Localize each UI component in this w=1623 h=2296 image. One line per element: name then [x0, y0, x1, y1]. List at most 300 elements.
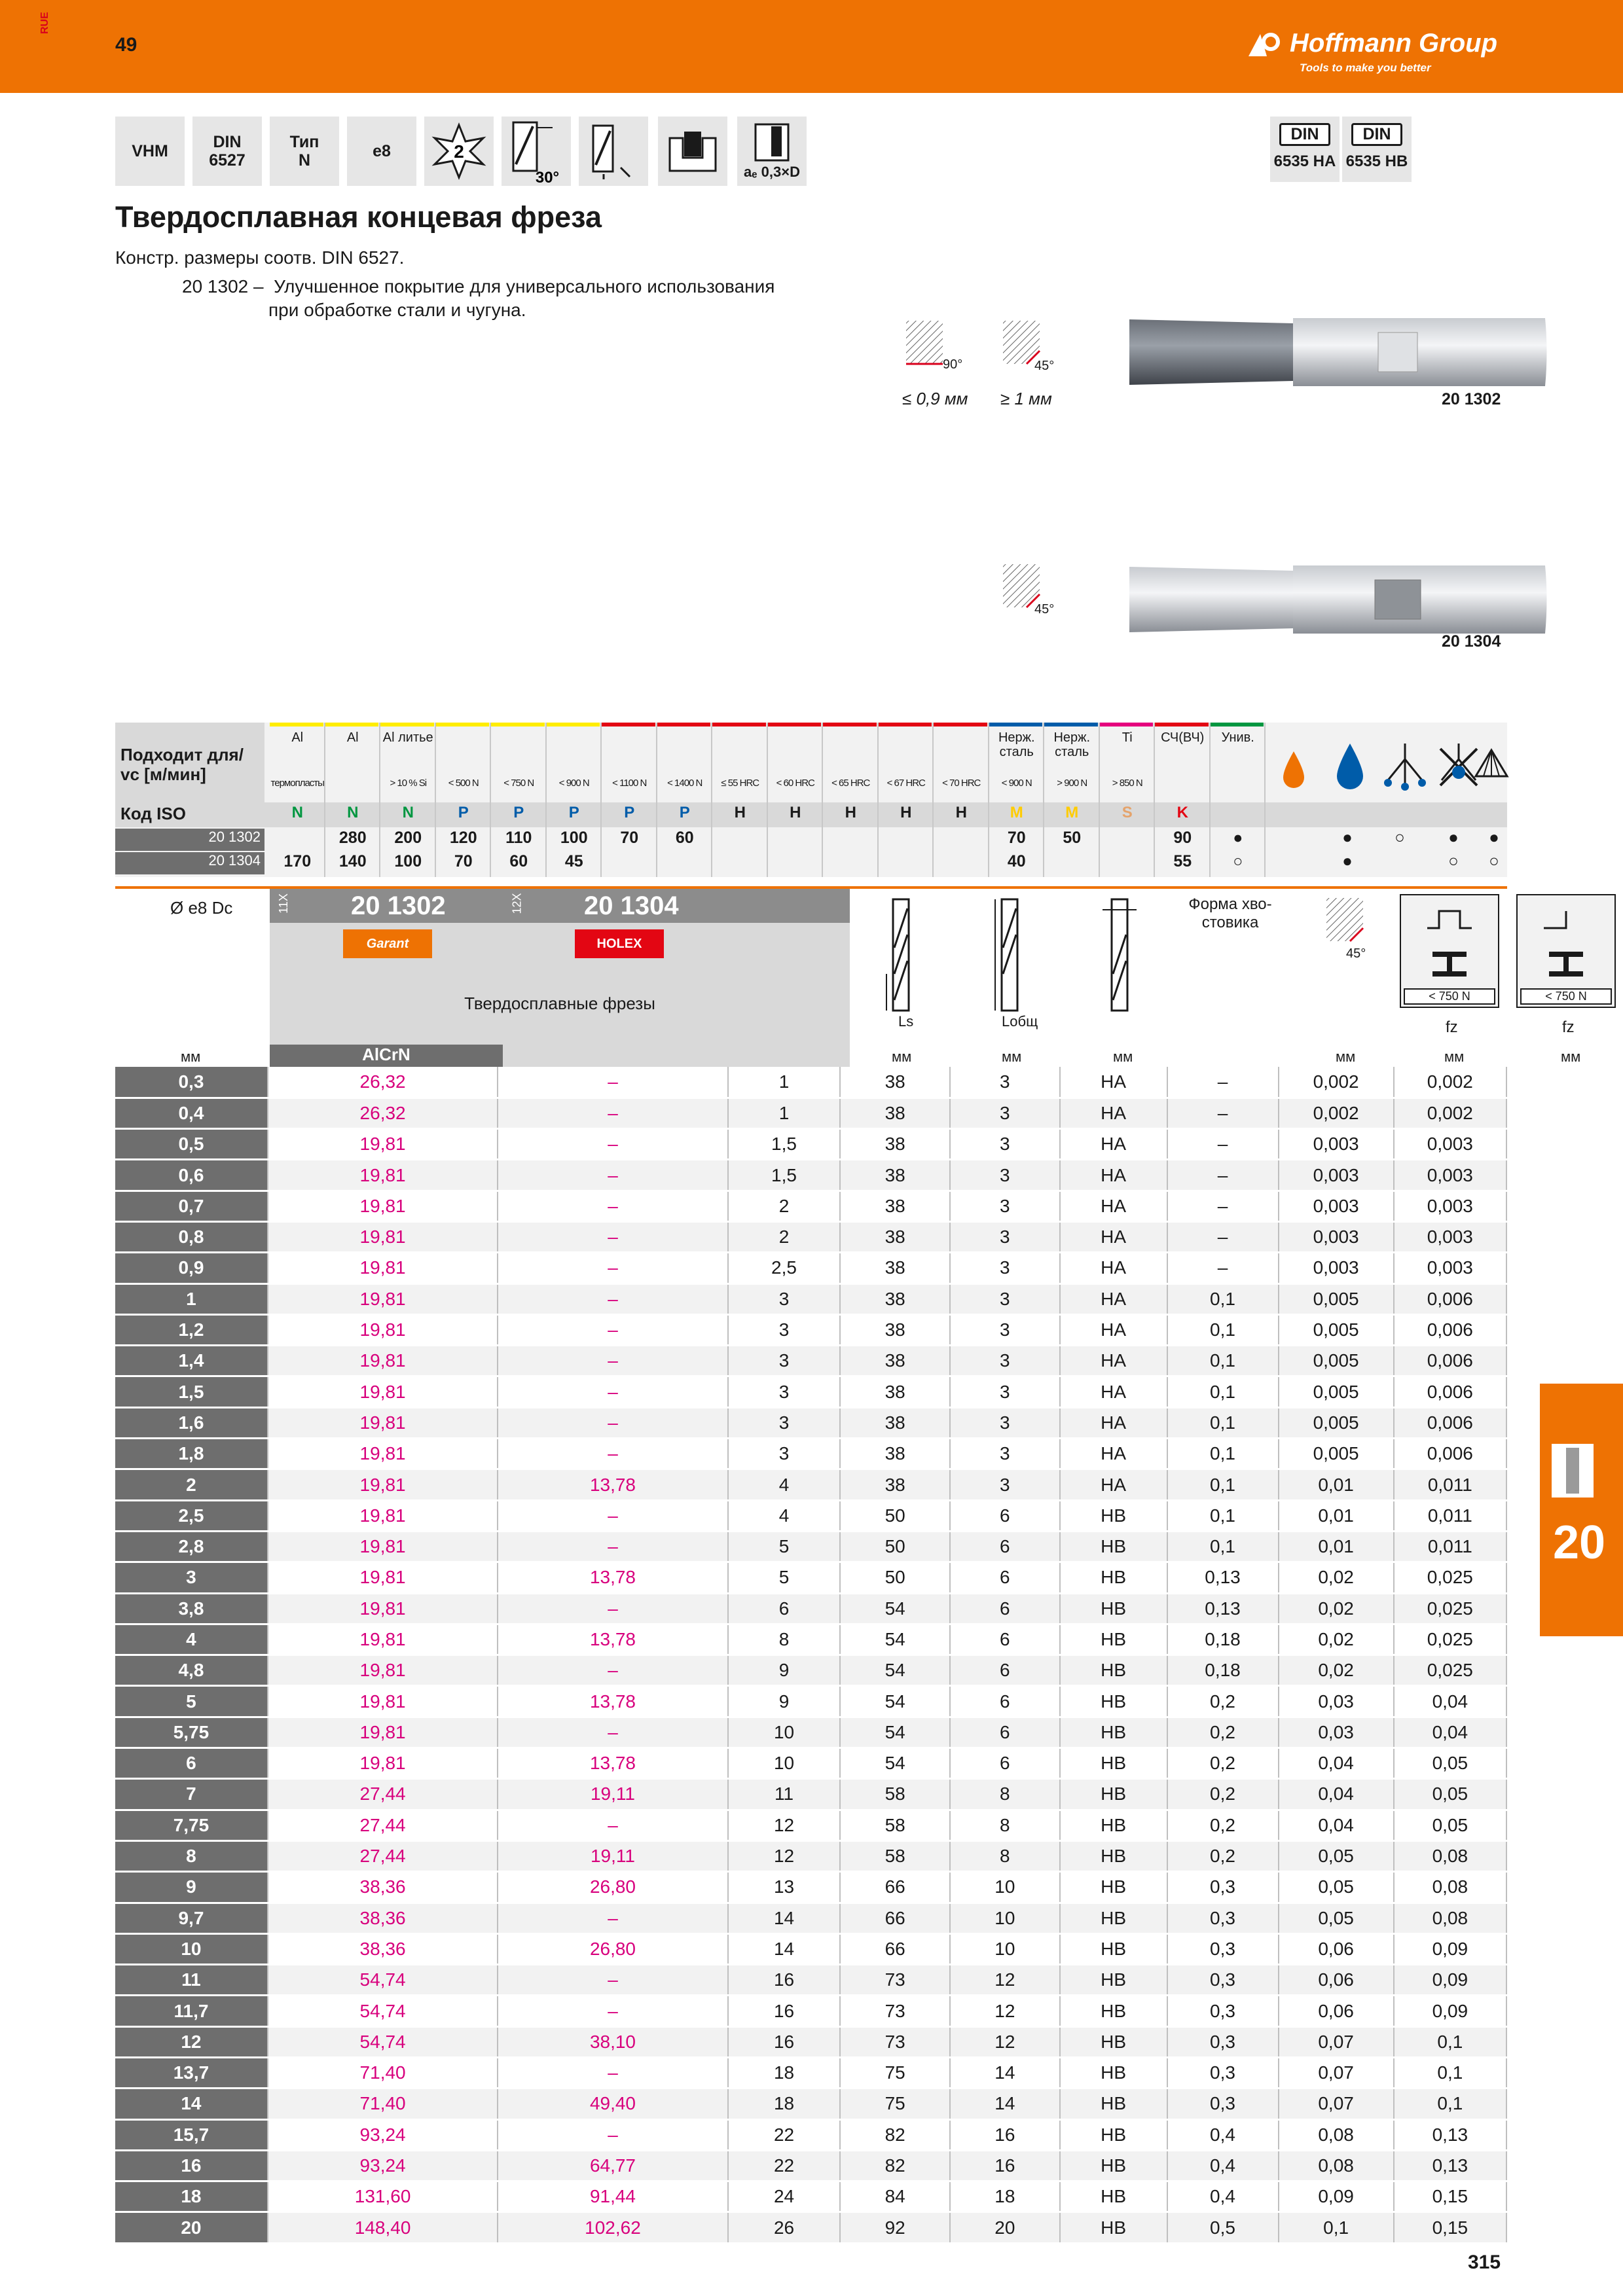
price-holex-cell[interactable]: 64,77: [498, 2150, 727, 2181]
diameter-cell: 18: [115, 2181, 268, 2212]
fz-slot-cell: 0,02: [1279, 1562, 1394, 1593]
diameter-cell: 16: [115, 2150, 268, 2181]
shank-form-cell: HA: [1060, 1469, 1167, 1500]
price-garant-cell[interactable]: 27,44: [268, 1779, 498, 1810]
price-holex-cell[interactable]: –: [498, 1191, 727, 1221]
total-length-cell: 50: [840, 1500, 950, 1531]
table-row: [115, 1562, 1506, 1593]
price-holex-cell[interactable]: –: [498, 1067, 727, 1098]
fz-side-cell: 0,003: [1394, 1129, 1506, 1160]
fz-slot-cell: 0,02: [1279, 1655, 1394, 1686]
price-garant-cell[interactable]: 54,74: [268, 2026, 498, 2057]
diameter-cell: 15,7: [115, 2119, 268, 2150]
price-holex-cell[interactable]: 91,44: [498, 2181, 727, 2212]
chamfer-cell: 0,3: [1167, 1996, 1279, 2026]
price-holex-cell[interactable]: 13,78: [498, 1686, 727, 1717]
shank-form-cell: HB: [1060, 1965, 1167, 1996]
price-garant-cell[interactable]: 54,74: [268, 1996, 498, 2026]
price-holex-cell[interactable]: –: [498, 1376, 727, 1407]
total-length-cell: 38: [840, 1407, 950, 1438]
table-row: [115, 1067, 1506, 1098]
diameter-cell: 1: [115, 1283, 268, 1314]
fz-side-cell: 0,15: [1394, 2212, 1506, 2243]
material-color-bar: [1211, 723, 1264, 726]
fz-slot-cell: 0,002: [1279, 1067, 1394, 1098]
price-holex-cell[interactable]: –: [498, 1283, 727, 1314]
fz-slot-cell: 0,003: [1279, 1160, 1394, 1191]
material-color-bar: [823, 723, 877, 726]
price-holex-cell[interactable]: –: [498, 1160, 727, 1191]
fz-slot-cell: 0,03: [1279, 1717, 1394, 1748]
cutting-speed-cell: 100: [560, 829, 588, 847]
shank-form-cell: HA: [1060, 1191, 1167, 1221]
price-holex-cell[interactable]: –: [498, 1810, 727, 1840]
total-length-cell: 38: [840, 1191, 950, 1221]
cutting-speed-cell: 120: [449, 829, 477, 847]
plunge-icon: [579, 117, 648, 186]
fz-slot-cell: 0,04: [1279, 1779, 1394, 1810]
ls-cell: 2: [728, 1191, 841, 1221]
ls-cell: 9: [728, 1655, 841, 1686]
price-garant-cell[interactable]: 19,81: [268, 1624, 498, 1655]
material-icon: VHM: [115, 117, 185, 186]
shank-form-cell: HB: [1060, 2026, 1167, 2057]
brand-name: Hoffmann Group: [1290, 29, 1498, 58]
ls-cell: 14: [728, 1903, 841, 1933]
price-holex-cell[interactable]: –: [498, 1903, 727, 1933]
helix-angle-icon: [501, 117, 571, 186]
ls-cell: 4: [728, 1469, 841, 1500]
iso-code-cell: P: [568, 804, 579, 821]
fz-slot-cell: 0,003: [1279, 1191, 1394, 1221]
ls-cell: 10: [728, 1748, 841, 1779]
ls-cell: 3: [728, 1407, 841, 1438]
price-garant-cell[interactable]: 71,40: [268, 2089, 498, 2119]
p2-code-header: 20 1304: [584, 891, 679, 920]
fz-side-cell: 0,08: [1394, 1840, 1506, 1871]
table-row: [115, 1439, 1506, 1469]
fz-side-cell: 0,025: [1394, 1655, 1506, 1686]
price-garant-cell[interactable]: 19,81: [268, 1129, 498, 1160]
total-length-icon: [990, 895, 1029, 1013]
shank-diameter-cell: 6: [950, 1593, 1060, 1624]
chamfer-cell: 0,3: [1167, 2058, 1279, 2089]
fz-slot-cell: 0,002: [1279, 1098, 1394, 1128]
cutting-speed-cell: 60: [509, 852, 528, 870]
shank-form-cell: HB: [1060, 1748, 1167, 1779]
price-holex-cell[interactable]: –: [498, 1346, 727, 1376]
price-holex-cell[interactable]: –: [498, 1098, 727, 1128]
iso-code-cell: H: [845, 804, 856, 821]
price-garant-cell[interactable]: 93,24: [268, 2150, 498, 2181]
fz-side-cell: 0,011: [1394, 1500, 1506, 1531]
chamfer-cell: 0,2: [1167, 1748, 1279, 1779]
material-color-bar: [325, 723, 379, 726]
diameter-cell: 2,8: [115, 1531, 268, 1562]
app-row-code-1: 20 1302: [115, 829, 264, 851]
fz-side-cell: 0,05: [1394, 1748, 1506, 1779]
shank-form-cell: HB: [1060, 1872, 1167, 1903]
diameter-cell: 4,8: [115, 1655, 268, 1686]
shank-diameter-cell: 6: [950, 1562, 1060, 1593]
type-icon: Тип N: [270, 117, 339, 186]
shank-diameter-cell: 18: [950, 2181, 1060, 2212]
price-garant-cell[interactable]: 19,81: [268, 1376, 498, 1407]
price-garant-cell[interactable]: 26,32: [268, 1067, 498, 1098]
price-holex-cell[interactable]: –: [498, 1221, 727, 1252]
ls-cell: 3: [728, 1439, 841, 1469]
fz-side-cell: 0,025: [1394, 1562, 1506, 1593]
shank-diameter-cell: 3: [950, 1098, 1060, 1128]
diameter-cell: 5,75: [115, 1717, 268, 1748]
shank-form-cell: HB: [1060, 1903, 1167, 1933]
ls-cell: 4: [728, 1500, 841, 1531]
price-garant-cell[interactable]: 19,81: [268, 1439, 498, 1469]
chamfer-cell: 0,3: [1167, 1965, 1279, 1996]
fz-slot-cell: 0,08: [1279, 2119, 1394, 2150]
end-mill-uncoated-image: [1116, 560, 1548, 639]
chamfer-cell: 0,3: [1167, 1903, 1279, 1933]
fz-slot-cell: 0,1: [1279, 2212, 1394, 2243]
price-garant-cell[interactable]: 19,81: [268, 1346, 498, 1376]
fz-slot-cell: 0,005: [1279, 1407, 1394, 1438]
shank-form-cell: HB: [1060, 1531, 1167, 1562]
price-garant-cell[interactable]: 19,81: [268, 1253, 498, 1283]
diameter-cell: 11: [115, 1965, 268, 1996]
price-holex-cell[interactable]: –: [498, 2058, 727, 2089]
chamfer-b-label: ≥ 1 мм: [1000, 389, 1052, 408]
diameter-cell: 0,7: [115, 1191, 268, 1221]
price-holex-cell[interactable]: –: [498, 1407, 727, 1438]
oil-mist-icon: [1274, 746, 1313, 792]
shank-form-cell: HB: [1060, 2181, 1167, 2212]
tool-code-1: 20 1302: [1442, 390, 1501, 408]
fz-side-cell: 0,002: [1394, 1098, 1506, 1128]
ls-length-icon: [881, 895, 921, 1013]
chamfer-cell: 0,18: [1167, 1624, 1279, 1655]
diameter-cell: 1,5: [115, 1376, 268, 1407]
material-column-subheader: < 750 N: [503, 778, 534, 789]
price-holex-cell[interactable]: –: [498, 1655, 727, 1686]
ls-cell: 22: [728, 2119, 841, 2150]
material-column-header: Нерж. сталь: [998, 730, 1035, 759]
fz-slot-cell: 0,06: [1279, 1996, 1394, 2026]
table-row: [115, 1129, 1506, 1160]
coolant-cell: ○: [1395, 827, 1405, 847]
price-garant-cell[interactable]: 19,81: [268, 1314, 498, 1345]
diameter-cell: 4: [115, 1624, 268, 1655]
price-garant-cell[interactable]: 19,81: [268, 1531, 498, 1562]
total-length-cell: 38: [840, 1129, 950, 1160]
ls-cell: 18: [728, 2089, 841, 2119]
price-garant-cell[interactable]: 19,81: [268, 1655, 498, 1686]
fz-label-1: fz: [1446, 1018, 1458, 1036]
chamfer-cell: 0,1: [1167, 1500, 1279, 1531]
fz-side-cell: 0,15: [1394, 2181, 1506, 2212]
price-holex-cell[interactable]: –: [498, 1996, 727, 2026]
shank-form-cell: HB: [1060, 2119, 1167, 2150]
diameter-cell: 0,5: [115, 1129, 268, 1160]
price-holex-cell[interactable]: –: [498, 1717, 727, 1748]
cutting-speed-cell: 280: [338, 829, 367, 847]
material-column-header: Нерж. сталь: [1053, 730, 1091, 759]
price-garant-cell[interactable]: 27,44: [268, 1840, 498, 1871]
price-garant-cell[interactable]: 19,81: [268, 1686, 498, 1717]
ls-cell: 6: [728, 1593, 841, 1624]
material-color-bar: [270, 723, 323, 726]
price-holex-cell[interactable]: –: [498, 1593, 727, 1624]
shank-form-cell: HA: [1060, 1346, 1167, 1376]
price-holex-cell[interactable]: 49,40: [498, 2089, 727, 2119]
iso-code-cell: H: [790, 804, 801, 821]
material-color-bar: [547, 723, 600, 726]
iso-code-cell: H: [734, 804, 746, 821]
fz-slot-cell: 0,003: [1279, 1129, 1394, 1160]
fz-side-label: < 750 N: [1520, 988, 1612, 1005]
material-color-bar: [602, 723, 655, 726]
shank-form-cell: HA: [1060, 1221, 1167, 1252]
price-holex-cell[interactable]: –: [498, 1531, 727, 1562]
fz-slot-cell: 0,04: [1279, 1810, 1394, 1840]
table-row: [115, 1500, 1506, 1531]
cutting-speed-cell: 40: [1007, 852, 1026, 870]
cutting-speed-cell: 100: [394, 852, 422, 870]
table-row: [115, 1686, 1506, 1717]
shank-form-cell: HB: [1060, 1933, 1167, 1964]
price-garant-cell[interactable]: 19,81: [268, 1748, 498, 1779]
shank-form-cell: HA: [1060, 1283, 1167, 1314]
table-row: [115, 1253, 1506, 1283]
fz-slot-cell: 0,003: [1279, 1253, 1394, 1283]
total-length-cell: 38: [840, 1439, 950, 1469]
chamfer-cell: 0,3: [1167, 2026, 1279, 2057]
price-garant-cell[interactable]: 38,36: [268, 1933, 498, 1964]
chamfer-cell: 0,13: [1167, 1593, 1279, 1624]
price-garant-cell[interactable]: 38,36: [268, 1903, 498, 1933]
shank-form-cell: HB: [1060, 1686, 1167, 1717]
fz-side-cell: 0,006: [1394, 1407, 1506, 1438]
iso-code-cell: P: [513, 804, 524, 821]
ls-cell: 3: [728, 1314, 841, 1345]
fz-side-cell: 0,025: [1394, 1624, 1506, 1655]
table-row: [115, 1872, 1506, 1903]
price-garant-cell[interactable]: 19,81: [268, 1407, 498, 1438]
total-length-cell: 54: [840, 1686, 950, 1717]
shank-diameter-cell: 3: [950, 1067, 1060, 1098]
price-holex-cell[interactable]: 13,78: [498, 1562, 727, 1593]
diameter-cell: 9: [115, 1872, 268, 1903]
total-length-cell: 38: [840, 1160, 950, 1191]
fz-slot-cell: 0,07: [1279, 2026, 1394, 2057]
price-holex-cell[interactable]: –: [498, 1965, 727, 1996]
material-color-bar: [712, 723, 766, 726]
shank-diameter-cell: 12: [950, 1965, 1060, 1996]
fz-slot-cell: 0,05: [1279, 1840, 1394, 1871]
garant-logo: Garant: [343, 929, 432, 958]
diameter-cell: 1,2: [115, 1314, 268, 1345]
price-garant-cell[interactable]: 19,81: [268, 1191, 498, 1221]
diameter-cell: 2,5: [115, 1500, 268, 1531]
material-column-header: СЧ(ВЧ): [1161, 730, 1205, 745]
price-garant-cell[interactable]: 19,81: [268, 1469, 498, 1500]
price-holex-cell[interactable]: 19,11: [498, 1840, 727, 1871]
diameter-cell: 14: [115, 2089, 268, 2119]
chamfer-cell: 0,2: [1167, 1810, 1279, 1840]
material-column-subheader: < 500 N: [448, 778, 479, 789]
cutting-speed-cell: ●: [1233, 829, 1243, 847]
ls-cell: 16: [728, 2026, 841, 2057]
price-holex-cell[interactable]: 13,78: [498, 1624, 727, 1655]
chapter-number: 20: [1553, 1516, 1606, 1569]
chamfer-cell: 0,4: [1167, 2119, 1279, 2150]
fz-slot-cell: 0,02: [1279, 1593, 1394, 1624]
end-mill-coated-image: [1116, 313, 1548, 391]
price-garant-cell[interactable]: 19,81: [268, 1500, 498, 1531]
iso-code-cell: S: [1122, 804, 1133, 821]
iso-code-cell: M: [1010, 804, 1023, 821]
shank-form-cell: HA: [1060, 1407, 1167, 1438]
chamfer-cell: 0,2: [1167, 1717, 1279, 1748]
price-holex-cell[interactable]: 102,62: [498, 2212, 727, 2243]
shank-form-cell: HB: [1060, 1593, 1167, 1624]
hoffmann-logo-icon: [1247, 30, 1285, 58]
chamfer-cell: 0,1: [1167, 1407, 1279, 1438]
price-garant-cell[interactable]: 71,40: [268, 2058, 498, 2089]
cutting-speed-cell: 200: [394, 829, 422, 847]
shank-diameter-cell: 3: [950, 1221, 1060, 1252]
fz-slot-cell: 0,08: [1279, 2150, 1394, 2181]
diameter-cell: 20: [115, 2212, 268, 2243]
shank-diameter-cell: 3: [950, 1439, 1060, 1469]
price-garant-cell[interactable]: 19,81: [268, 1717, 498, 1748]
emulsion-icon: [1330, 741, 1370, 793]
price-holex-cell[interactable]: 26,80: [498, 1933, 727, 1964]
total-length-cell: 54: [840, 1655, 950, 1686]
total-length-header: Lобщ: [1002, 1013, 1038, 1030]
total-length-cell: 50: [840, 1531, 950, 1562]
shank-form-cell: HB: [1060, 2212, 1167, 2243]
price-holex-cell[interactable]: 19,11: [498, 1779, 727, 1810]
chamfer-cell: –: [1167, 1129, 1279, 1160]
chapter-tab[interactable]: [1540, 1384, 1623, 1636]
material-color-bar: [934, 723, 987, 726]
tool-code-2: 20 1304: [1442, 632, 1501, 651]
cutting-speed-cell: 140: [338, 852, 367, 870]
table-row: [115, 2181, 1506, 2212]
price-garant-cell[interactable]: 131,60: [268, 2181, 498, 2212]
price-holex-cell[interactable]: –: [498, 1253, 727, 1283]
fz-slot-label: < 750 N: [1404, 988, 1495, 1005]
ls-cell: 26: [728, 2212, 841, 2243]
price-holex-cell[interactable]: 26,80: [498, 1872, 727, 1903]
ls-cell: 3: [728, 1283, 841, 1314]
ls-cell: 2: [728, 1221, 841, 1252]
material-column-subheader: > 10 % Si: [390, 778, 427, 789]
chamfer-cell: 0,5: [1167, 2212, 1279, 2243]
diameter-cell: 0,9: [115, 1253, 268, 1283]
table-row: [115, 1624, 1506, 1655]
column-separator: [932, 723, 934, 877]
chamfer-cell: 0,3: [1167, 1872, 1279, 1903]
chamfer-cell: 0,1: [1167, 1531, 1279, 1562]
price-holex-cell[interactable]: 13,78: [498, 1469, 727, 1500]
table-row: [115, 1160, 1506, 1191]
table-row: [115, 1717, 1506, 1748]
shank-diameter-cell: 6: [950, 1624, 1060, 1655]
ls-cell: 9: [728, 1686, 841, 1717]
chamfer-cell: 0,4: [1167, 2181, 1279, 2212]
fz-side-cell: 0,13: [1394, 2150, 1506, 2181]
shank-form-cell: HB: [1060, 1717, 1167, 1748]
shank-form-cell: HA: [1060, 1376, 1167, 1407]
price-holex-cell[interactable]: –: [498, 1439, 727, 1469]
fz-side-cell: 0,1: [1394, 2089, 1506, 2119]
price-garant-cell[interactable]: 19,81: [268, 1160, 498, 1191]
iso-code-cell: K: [1176, 804, 1188, 821]
chamfer-cell: 0,1: [1167, 1283, 1279, 1314]
total-length-cell: 75: [840, 2058, 950, 2089]
shank-form-cell: HA: [1060, 1067, 1167, 1098]
price-garant-cell[interactable]: 19,81: [268, 1593, 498, 1624]
shank-form-cell: HA: [1060, 1253, 1167, 1283]
fz-side-cell: 0,09: [1394, 1996, 1506, 2026]
chamfer-cell: 0,1: [1167, 1346, 1279, 1376]
coating-label: AlCrN: [270, 1045, 503, 1067]
total-length-cell: 58: [840, 1779, 950, 1810]
total-length-cell: 50: [840, 1562, 950, 1593]
fz-side-cell: 0,1: [1394, 2058, 1506, 2089]
fz-slot-cell: 0,05: [1279, 1872, 1394, 1903]
price-holex-cell[interactable]: –: [498, 1314, 727, 1345]
fz-slot-cell: 0,005: [1279, 1346, 1394, 1376]
price-garant-cell[interactable]: 27,44: [268, 1810, 498, 1840]
total-length-cell: 73: [840, 1996, 950, 2026]
price-holex-cell[interactable]: –: [498, 2119, 727, 2150]
price-garant-cell[interactable]: 54,74: [268, 1965, 498, 1996]
chamfer-cell: –: [1167, 1160, 1279, 1191]
diameter-cell: 5: [115, 1686, 268, 1717]
price-holex-cell[interactable]: –: [498, 1129, 727, 1160]
shank-diameter-cell: 10: [950, 1872, 1060, 1903]
diameter-cell: 0,3: [115, 1067, 268, 1098]
note-code: 20 1302 –: [182, 276, 264, 296]
price-garant-cell[interactable]: 148,40: [268, 2212, 498, 2243]
material-column-subheader: < 1400 N: [667, 778, 702, 789]
ls-cell: 5: [728, 1562, 841, 1593]
chamfer-column-icon: [1324, 895, 1383, 954]
ls-cell: 22: [728, 2150, 841, 2181]
fz-slot-cell: 0,03: [1279, 1686, 1394, 1717]
shank-diameter-cell: 8: [950, 1840, 1060, 1871]
price-holex-cell[interactable]: 13,78: [498, 1748, 727, 1779]
iso-code-cell: M: [1065, 804, 1079, 821]
price-garant-cell[interactable]: 93,24: [268, 2119, 498, 2150]
price-holex-cell[interactable]: 38,10: [498, 2026, 727, 2057]
shank-diameter-cell: 14: [950, 2058, 1060, 2089]
total-length-cell: 38: [840, 1098, 950, 1128]
price-garant-cell[interactable]: 19,81: [268, 1562, 498, 1593]
fz-slot-icon: [1423, 902, 1476, 980]
price-holex-cell[interactable]: –: [498, 1500, 727, 1531]
material-color-bar: [436, 723, 490, 726]
price-garant-cell[interactable]: 26,32: [268, 1098, 498, 1128]
price-garant-cell[interactable]: 19,81: [268, 1283, 498, 1314]
price-garant-cell[interactable]: 38,36: [268, 1872, 498, 1903]
shank-diameter-cell: 3: [950, 1314, 1060, 1345]
price-garant-cell[interactable]: 19,81: [268, 1221, 498, 1252]
total-length-cell: 75: [840, 2089, 950, 2119]
article-table: [115, 1067, 1507, 2244]
